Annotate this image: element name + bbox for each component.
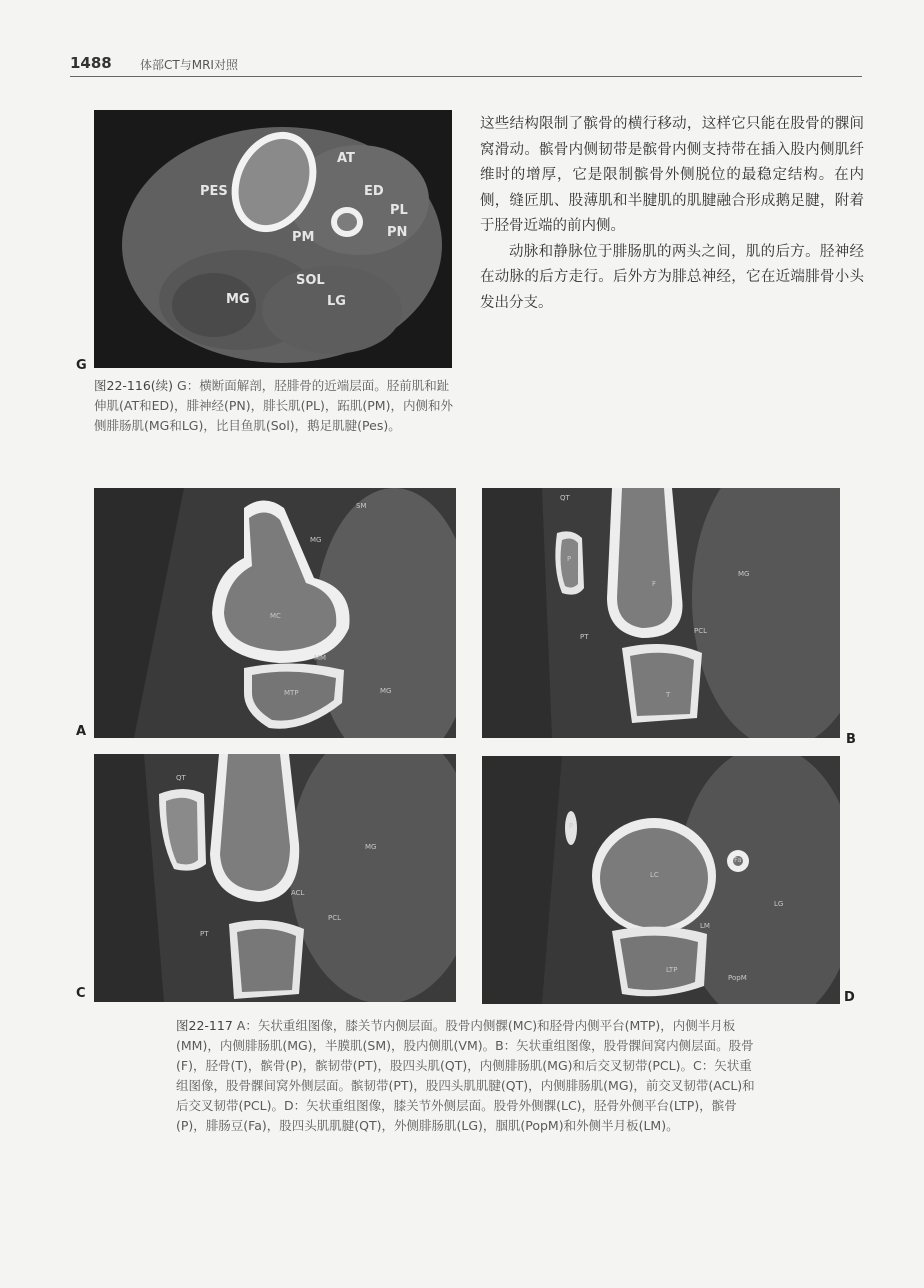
label-pes: PES <box>200 184 228 199</box>
panel-c-label-acl: ACL <box>291 889 305 897</box>
panel-a-label-sm: SM <box>356 502 367 510</box>
panel-d-label-lc: LC <box>650 871 659 879</box>
header-rule <box>70 76 862 77</box>
panel-d-label-popm: PopM <box>728 974 747 982</box>
panel-b-label-mg: MG <box>738 570 750 578</box>
panel-letter-c: C <box>76 986 86 1001</box>
panel-c-label-pcl: PCL <box>328 914 342 922</box>
panel-b-label-qt: QT <box>560 494 570 502</box>
sagittal-ct-c-graphic <box>94 754 456 1002</box>
figure-g-image <box>94 110 452 368</box>
label-sol: SOL <box>296 273 325 288</box>
panel-c-label-pt: PT <box>200 930 209 938</box>
panel-d-image <box>482 756 840 1004</box>
label-pn: PN <box>387 225 408 240</box>
panel-a-label-mc: MC <box>270 612 281 620</box>
panel-b-label-t: T <box>666 691 671 699</box>
panel-d-label-p: P <box>569 822 574 830</box>
panel-c-label-mg: MG <box>365 843 377 851</box>
label-mg: MG <box>226 292 250 307</box>
panel-a-image <box>94 488 456 738</box>
panel-c-label-qt: QT <box>176 774 186 782</box>
page-number: 1488 <box>70 54 112 72</box>
figure-117-caption <box>176 1016 760 1136</box>
panel-b-label-f: F <box>652 580 657 588</box>
panel-a-label-mg-2: MG <box>380 687 392 695</box>
panel-b-label-pt: PT <box>580 633 589 641</box>
panel-d-label-lg: LG <box>774 900 784 908</box>
panel-b-image <box>482 488 840 738</box>
sagittal-ct-b-graphic <box>482 488 840 738</box>
figure-117-caption-id: 图22-117 <box>176 1018 233 1033</box>
label-ed: ED <box>364 184 384 199</box>
panel-d-label-fa: Fa <box>734 856 742 864</box>
label-at: AT <box>337 151 355 166</box>
figure-g-caption-id: 图22-116(续) <box>94 378 174 393</box>
panel-d-label-ltp: LTP <box>666 966 678 974</box>
running-title: 体部CT与MRI对照 <box>140 58 238 72</box>
panel-d-label-lm: LM <box>700 922 710 930</box>
paragraph-1: 这些结构限制了髌骨的横行移动，这样它只能在股骨的髁间窝滑动。髌骨内侧韧带是髌骨内侧支持带在插入股内侧肌纤维时的增厚，它是限制髌骨外侧脱位的最稳定结构。在内侧，缝匠肌、股薄肌和半腱肌的肌腱融合形成鹅足腱，附着于胫骨近端的前内侧。 <box>480 116 864 234</box>
panel-letter-g: G <box>76 358 87 373</box>
figure-g-caption <box>94 376 454 436</box>
panel-letter-b: B <box>846 732 856 747</box>
figure-g-caption-text: G：横断面解剖，胫腓骨的近端层面。胫前肌和趾伸肌(AT和ED)，腓神经(PN)，腓长肌(PL)，跖肌(PM)，内侧和外侧腓肠肌(MG和LG)，比目鱼肌(Sol)，鹅足肌腱(Pes)。 <box>94 378 453 433</box>
sagittal-ct-d-graphic <box>482 756 840 1004</box>
panel-letter-a: A <box>76 724 87 739</box>
label-pm: PM <box>292 230 315 245</box>
panel-a-label-mtp: MTP <box>284 689 299 697</box>
figure-117-caption-text: A：矢状重组图像，膝关节内侧层面。股骨内侧髁(MC)和胫骨内侧平台(MTP)，内侧半月板(MM)，内侧腓肠肌(MG)，半膜肌(SM)，股内侧肌(VM)。B：矢状重组图像，股骨髁间窝内侧层面。股骨(F)，胫骨(T)，髌骨(P)，髌韧带(PT)，股四头肌(QT)，内侧腓肠肌(MG)和后交叉韧带(PCL)。C：矢状重组图像，股骨髁间窝外侧层面。髌韧带(PT)，股四头肌肌腱(QT)，内侧腓肠肌(MG)，前交叉韧带(ACL)和后交叉韧带(PCL)。D：矢状重组图像，膝关节外侧层面。股骨外侧髁(LC)，胫骨外侧平台(LTP)，髌骨(P)，腓肠豆(Fa)，股四头肌肌腱(QT)，外侧腓肠肌(LG)，腘肌(PopM)和外侧半月板(LM)。 <box>176 1018 755 1133</box>
panel-letter-d: D <box>844 990 855 1005</box>
label-lg: LG <box>327 294 346 309</box>
panel-a-label-mm: MM <box>314 654 327 662</box>
panel-c-image <box>94 754 456 1002</box>
body-text <box>480 112 864 316</box>
panel-b-label-p: P <box>567 555 572 563</box>
label-pl: PL <box>390 203 408 218</box>
panel-b-label-pcl: PCL <box>694 627 708 635</box>
panel-a-label-mg: MG <box>310 536 322 544</box>
paragraph-2: 动脉和静脉位于腓肠肌的两头之间，肌的后方。胫神经在动脉的后方走行。后外方为腓总神经，它在近端腓骨小头发出分支。 <box>480 243 864 311</box>
